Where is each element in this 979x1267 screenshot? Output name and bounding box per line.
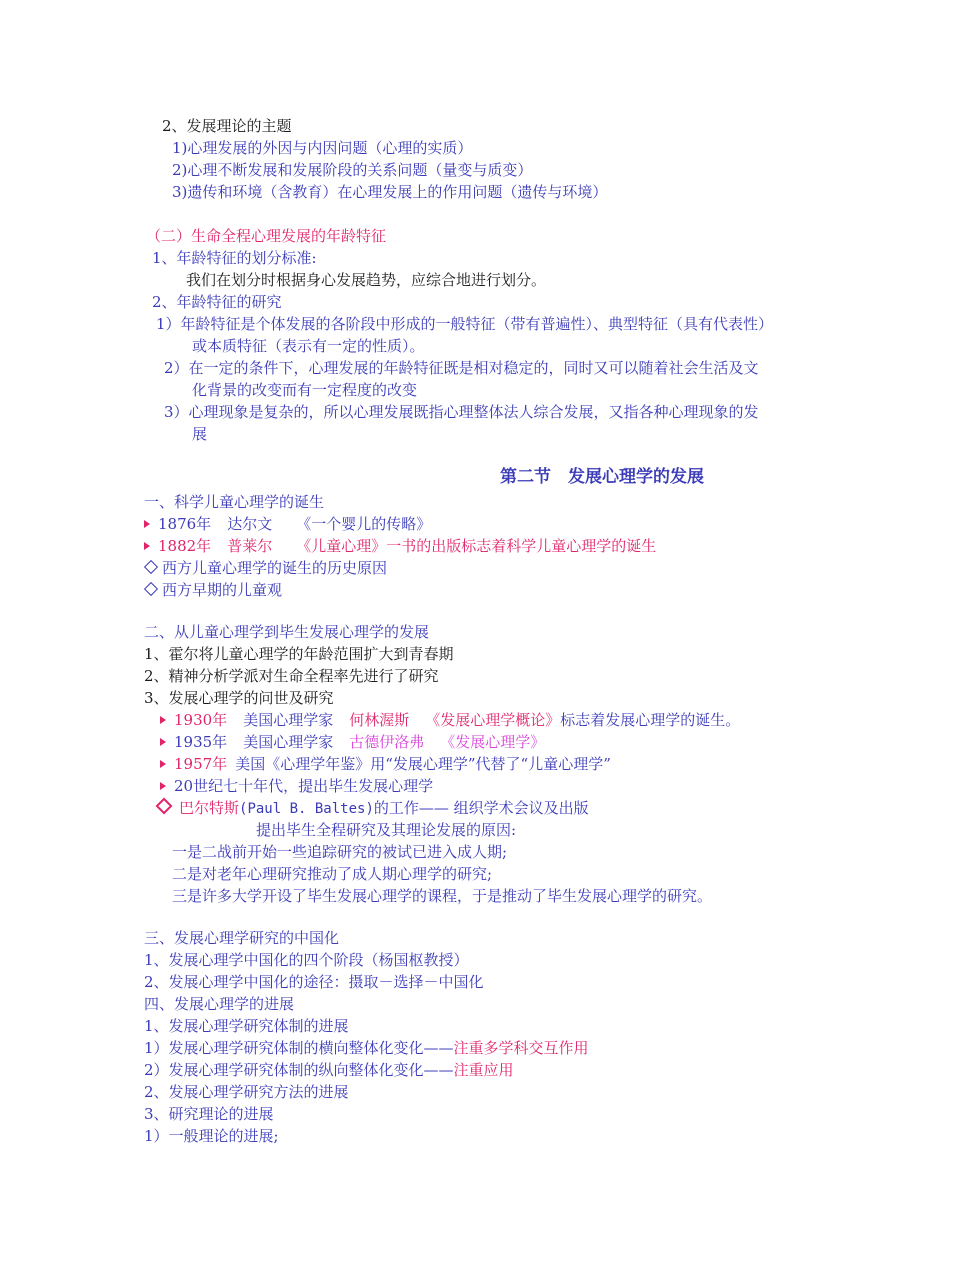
paragraph: 我们在划分时根据身心发展趋势，应综合地进行划分。 — [186, 271, 547, 289]
list-item: 2、精神分析学派对生命全程率先进行了研究 — [144, 667, 439, 685]
section-title: （二）生命全程心理发展的年龄特征 — [146, 227, 387, 245]
subsection-title: 2、年龄特征的研究 — [152, 293, 282, 311]
bullet-icon — [160, 738, 166, 746]
list-item: 2）发展心理学研究体制的纵向整体化变化——注重应用 — [144, 1061, 514, 1079]
subsection-title: 1、年龄特征的划分标准: — [152, 249, 317, 267]
bullet-icon — [144, 520, 150, 528]
bullet-icon — [160, 716, 166, 724]
bullet-row: 1930年 美国心理学家 何林渥斯 《发展心理学概论》标志着发展心理学的诞生。 — [160, 710, 740, 730]
list-item: 1、发展心理学研究体制的进展 — [144, 1017, 349, 1035]
diamond-icon — [156, 798, 173, 815]
section-title: 2、发展理论的主题 — [162, 117, 292, 135]
bullet-icon — [160, 782, 166, 790]
section-title: 二、从儿童心理学到毕生发展心理学的发展 — [144, 623, 430, 641]
list-item: 1、发展心理学中国化的四个阶段（杨国枢教授） — [144, 951, 469, 969]
bullet-row: 20世纪七十年代，提出毕生发展心理学 — [160, 776, 433, 796]
section-title: 四、发展心理学的进展 — [144, 995, 295, 1013]
chapter-heading: 第二节 发展心理学的发展 — [500, 467, 704, 487]
list-item: 二是对老年心理研究推动了成人期心理学的研究; — [172, 865, 493, 883]
section-title: 一、科学儿童心理学的诞生 — [144, 493, 325, 511]
diamond-row: 西方儿童心理学的诞生的历史原因 — [144, 558, 387, 578]
diamond-icon — [144, 582, 158, 596]
list-item-continuation: 或本质特征（表示有一定的性质）。 — [192, 337, 425, 355]
list-item: 3、发展心理学的问世及研究 — [144, 689, 334, 707]
section-title: 三、发展心理学研究的中国化 — [144, 929, 340, 947]
bullet-icon — [144, 542, 150, 550]
list-item-continuation: 展 — [192, 425, 208, 443]
paragraph: 提出毕生全程研究及其理论发展的原因: — [256, 821, 517, 839]
bullet-row: 1882年 普莱尔 《儿童心理》一书的出版标志着科学儿童心理学的诞生 — [144, 536, 656, 556]
list-item: 2)心理不断发展和发展阶段的关系问题（量变与质变） — [172, 161, 533, 179]
list-item: 2、发展心理学研究方法的进展 — [144, 1083, 349, 1101]
bullet-row: 1957年 美国《心理学年鉴》用“发展心理学”代替了“儿童心理学” — [160, 754, 611, 774]
list-item: 1）一般理论的进展; — [144, 1127, 279, 1145]
list-item: 1）发展心理学研究体制的横向整体化变化——注重多学科交互作用 — [144, 1039, 589, 1057]
list-item: 1）年龄特征是个体发展的各阶段中形成的一般特征（带有普遍性）、典型特征（具有代表性） — [156, 315, 774, 333]
list-item: 3)遗传和环境（含教育）在心理发展上的作用问题（遗传与环境） — [172, 183, 608, 201]
list-item: 1、霍尔将儿童心理学的年龄范围扩大到青春期 — [144, 645, 454, 663]
list-item-continuation: 化背景的改变而有一定程度的改变 — [192, 381, 418, 399]
list-item: 三是许多大学开设了毕生发展心理学的课程，于是推动了毕生发展心理学的研究。 — [172, 887, 713, 905]
bullet-icon — [160, 760, 166, 768]
bullet-row: 1935年 美国心理学家 古德伊洛弗 《发展心理学》 — [160, 732, 545, 752]
diamond-icon — [144, 560, 158, 574]
diamond-row: 巴尔特斯(Paul B. Baltes)的工作—— 组织学术会议及出版 — [156, 798, 589, 819]
list-item: 2、发展心理学中国化的途径：摄取－选择－中国化 — [144, 973, 484, 991]
list-item: 2）在一定的条件下，心理发展的年龄特征既是相对稳定的，同时又可以随着社会生活及文 — [164, 359, 759, 377]
list-item: 3）心理现象是复杂的，所以心理发展既指心理整体法人综合发展，又指各种心理现象的发 — [164, 403, 759, 421]
bullet-row: 1876年 达尔文 《一个婴儿的传略》 — [144, 514, 431, 534]
list-item: 3、研究理论的进展 — [144, 1105, 274, 1123]
list-item: 一是二战前开始一些追踪研究的被试已进入成人期; — [172, 843, 508, 861]
diamond-row: 西方早期的儿童观 — [144, 580, 282, 600]
list-item: 1)心理发展的外因与内因问题（心理的实质） — [172, 139, 473, 157]
